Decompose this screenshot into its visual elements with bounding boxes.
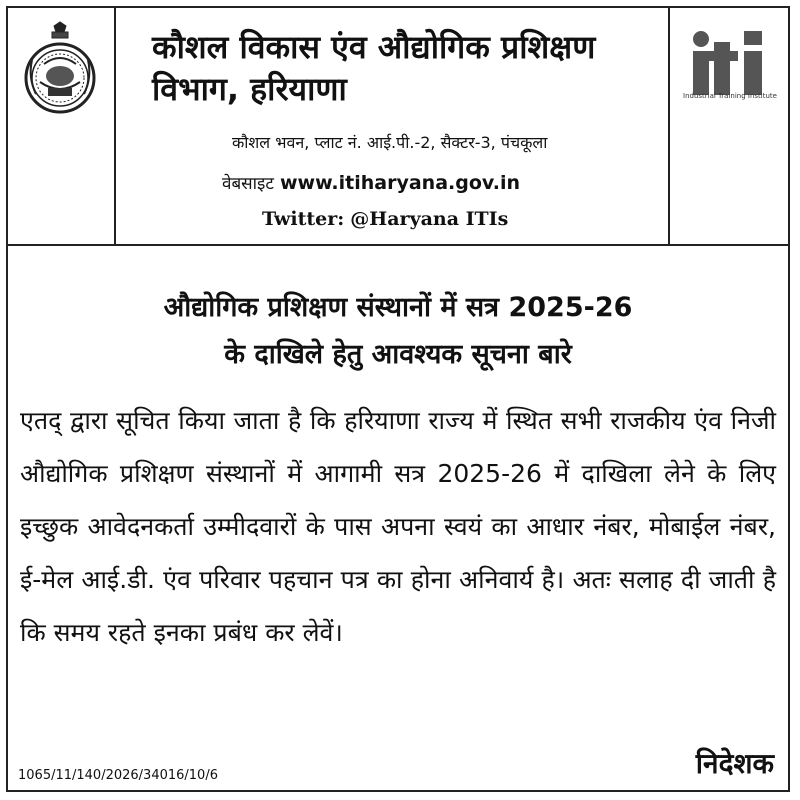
iti-logo-cell bbox=[670, 8, 788, 244]
department-info bbox=[116, 8, 670, 244]
twitter-handle[interactable]: @Haryana ITIs bbox=[350, 208, 509, 230]
website-label: वेबसाइट bbox=[222, 174, 274, 194]
notice-title bbox=[8, 284, 788, 378]
haryana-emblem-icon bbox=[18, 20, 102, 116]
department-name-line2: विभाग, हरियाणा bbox=[152, 70, 347, 108]
twitter-label: Twitter: bbox=[262, 208, 345, 230]
notice-body: एतद् द्वारा सूचित किया जाता है कि हरियाणा राज्य में स्थित सभी राजकीय एंव निजी औद्योगिक प्रशिक्षण संस्थानों में आगामी सत्र 2025-26 में दाखिला लेने के लिए इच्छुक आवेदनकर्ता उम्मीदवारों के पास अपना स्वयं का आधार नंबर, मोबाईल नंबर, ई-मेल आई.डी. एंव परिवार पहचान पत्र का होना अनिवार्य है। अतः सलाह दी जाती है कि समय रहते इनका प्रबंध कर लेवें। bbox=[20, 406, 776, 647]
website-link[interactable]: www.itiharyana.gov.in bbox=[279, 172, 520, 194]
twitter-line bbox=[262, 206, 508, 232]
department-name-line1: कौशल विकास एंव औद्योगिक प्रशिक्षण bbox=[152, 28, 596, 66]
reference-number: 1065/11/140/2026/34016/10/6 bbox=[18, 768, 218, 783]
seal-cell bbox=[8, 8, 116, 244]
notice-title-line1: औद्योगिक प्रशिक्षण संस्थानों में सत्र 2025-26 bbox=[163, 292, 633, 323]
iti-logo-caption: Industrial Training Institute bbox=[683, 92, 777, 100]
notice-title-line2: के दाखिले हेतु आवश्यक सूचना बारे bbox=[224, 339, 572, 370]
notice-document bbox=[6, 6, 790, 792]
letterhead bbox=[8, 8, 788, 246]
iti-logo-text: iti bbox=[682, 26, 683, 27]
website-line bbox=[222, 170, 520, 197]
signatory: निदेशक bbox=[695, 747, 774, 780]
department-name bbox=[152, 26, 652, 110]
office-address: कौशल भवन, प्लाट नं. आई.पी.-2, सैक्टर-3, पंचकूला bbox=[232, 133, 548, 152]
